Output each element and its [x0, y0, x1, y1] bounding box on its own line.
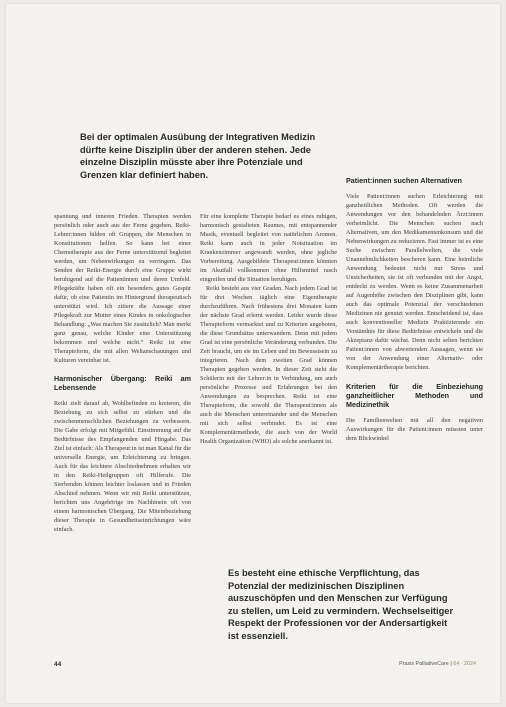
section-heading: Patient:innen suchen Alternativen: [346, 176, 462, 185]
magazine-footer: [399, 661, 476, 667]
section-heading: Kriterien für die Einbeziehung ganzheitlicher Methoden und Medizinethik: [346, 382, 483, 410]
text-column-3: [346, 176, 483, 443]
pullquote-top: Bei der optimalen Ausübung der Integrativen Medizin dürfte keine Disziplin über der anderen stehen. Jede einzelne Disziplin müsste aber ihre Potenziale und Grenzen klar definiert haben.: [80, 132, 316, 180]
magazine-page: [6, 4, 500, 703]
body-paragraph: Für eine komplette Therapie bedarf es eines ruhigen, harmonisch gestalteten Raumes, mit entspannender Musik, eventuell begleitet von natürlichen Aromen. Reiki kann auch in jeder Notsituation im Krankenzimmer angewandt werden, ohne jegliche Vorbereitung. Ausgebildete Therapeut:innen könnten im Akutfall vollkommen ohne Hilfsmittel rasch eingreifen und die Situation beruhigen.: [200, 213, 337, 284]
body-paragraph: Reiki zielt darauf ab, Wohlbefinden zu kreieren, die Beziehung zu sich selbst zu stärken und die zwischenmenschlichen Beziehungen zu verbessern. Die Gabe erfolgt mit Mitgefühl. Einstimmung auf die Bedürfnisse des Empfangenden und Hingabe. Das Ziel ist einfach: Als Therapeut:in ist man Kanal für die universelle Energie, um Erleichterung zu bringen. Auch für das leichtere Abschiednehmen erhalten wir in den Reiki-Heilgruppen oft Hilferufe. Die Sterbenden können leichter loslassen und in Frieden Abschied nehmen. Wenn wir mit Reiki unterstützen, berichten uns Angehörige im Nachhinein oft von einem harmonischen Übergang. Die Miteinbeziehung dieser Therapie in Gesundheitseinrichtungen wäre einfach.: [54, 400, 191, 534]
body-paragraph: Viele Patient:innen suchen Erleichterung mit ganzheitlichen Methoden. Oft werden die Anwendungen vor den behandelnden Ärzt:innen verheimlicht. Die Menschen suchen nach Alternativen, um den Medikamentenkonsum und die Nebenwirkungen zu reduzieren. Fast immer ist es eine Suche zwischen Parallelwelten, die viele Unannehmlichkeiten bescheren kann. Eine heimliche Anwendung bedeutet nicht nur Stress und Unsicherheiten, sie ist oft verbunden mit der Angst, entdeckt zu werden. Wenn es keine Zusammenarbeit auf Augenhöhe zwischen den Disziplinen gibt, kann auch das optimale Potenzial der verschiedenen Medizinen nie genutzt werden. Entscheidend ist, dass auch konventioneller Medizin Praktizierende ein Verständnis für diese Bedürfnisse entwickeln und die Akzeptanz dafür wächst. Denn nicht selten berichten Patient:innen von abwertenden Aussagen, wenn sie von der Anwendung einer Alternativ- oder Komplementärtherapie berichten.: [346, 193, 483, 372]
footer-separator: |: [450, 661, 454, 667]
text-column-2: [200, 212, 337, 446]
pullquote-bottom: Es besteht eine ethische Verpflichtung, das Potenzial der medizinischen Disziplinen auszuschöpfen und den Menschen zur Verfügung zu stellen, um Leid zu vermindern. Wechselseitiger Respekt der Professionen vor der Andersartigkeit ist essenziell.: [228, 568, 454, 641]
body-paragraph: Reiki besteht aus vier Graden. Nach jedem Grad ist für drei Wochen täglich eine Eigentherapie durchzuführen. Nach frühestens drei Monaten kann der nächste Grad erlernt werden. Leider wurde diese Therapieform vermarktet und zu Kriterien angeboten, die diese Grundsätze unterwandern. Denn mit jedem Grad ist eine persönliche Veränderung verbunden. Die Zeit braucht, um sie im Leben und im Bewusstsein zu integrieren. Nach dem zweiten Grad können Therapien gegeben werden. In dieser Zeit steht die Schülerin mit der Lehrer:in in Verbindung, um auch persönliche Prozesse und Erfahrungen bei den Anwendungen zu besprechen. Reiki ist eine Therapieform, die sowohl die Therapeut:innen als auch die Menschen untereinander und die Menschen mit sich selbst verbindet. Es ist eine Komplementärmethode, die auch von der World Health Organization (WHO) als solche anerkannt ist.: [200, 285, 337, 446]
magazine-name: Praxis PalliativeCare: [399, 661, 449, 667]
text-column-1: [54, 212, 191, 535]
section-heading: Harmonischer Übergang: Reiki am Lebensende: [54, 374, 191, 393]
issue-number: 64 · 2024: [453, 661, 476, 667]
body-paragraph: Die Familienwelten mit all den negativen Auswirkungen für die Patient:innen müssten unter dem Blickwinkel: [346, 417, 483, 443]
body-paragraph: spannung und inneren Frieden. Therapien werden persönlich oder auch aus der Ferne gegeben. Reiki-Lehrer:innen bilden oft Gruppen, die Menschen in Konstitutionen helfen. So kann bei einer Chemotherapie aus der Ferne unterstützend begleitet werden, um Nebenwirkungen zu verringern. Das Senden der Reiki-Energie durch eine Gruppe wirkt beruhigend auf die Patientinnen und deren Umfeld. Pflegekräfte haben oft ein besonders gutes Gespür dafür, ob eine Patientin im Hintergrund therapeutisch unterstützt wird. Ich zitiere die Aussage einer Pflegekraft zur Mutter eines Kindes in onkologischer Behandlung: „Was machen Sie zusätzlich? Man merkt ganz genau, welche Kinder eine Unterstützung bekommen und welche nicht.“ Reiki ist eine Therapieform, die mit allen Weltanschauungen und Kulturen vereinbar ist.: [54, 213, 191, 365]
page-number: 44: [54, 661, 62, 668]
